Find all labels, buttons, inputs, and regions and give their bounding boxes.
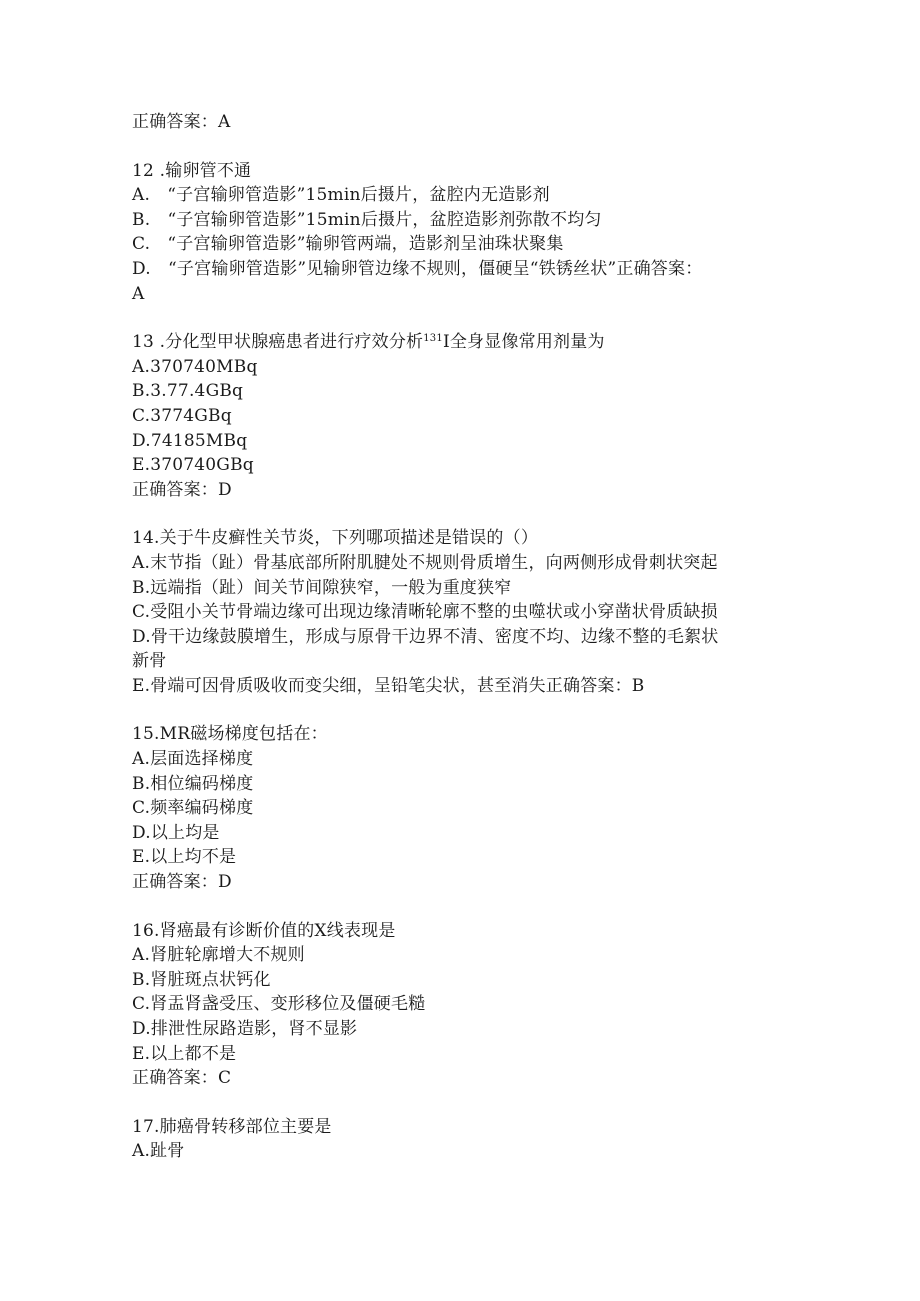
- document-page: [132, 110, 792, 1164]
- option-line: A.层面选择梯度: [132, 749, 254, 770]
- option-line: E.以上均不是: [132, 847, 237, 868]
- question-title-text: I全身显像常用剂量为: [442, 332, 605, 353]
- answer-line: 正确答案：C: [132, 1068, 232, 1089]
- answer-line: 正确答案：D: [132, 479, 232, 500]
- option-line: A.肾脏轮廓增大不规则: [132, 945, 305, 966]
- option-line: D.排泄性尿路造影，肾不显影: [132, 1019, 358, 1039]
- option-line: A.370740MBq: [132, 356, 258, 377]
- option-line: C.肾盂肾盏受压、变形移位及僵硬毛糙: [132, 994, 426, 1015]
- option-line: D.74185MBq: [132, 430, 248, 451]
- question-title-text: 13 .分化型甲状腺癌患者进行疗效分析: [132, 332, 424, 353]
- option-line: A.趾骨: [132, 1141, 185, 1162]
- option-line: A. “子宫输卵管造影”15min后摄片，盆腔内无造影剂: [132, 185, 550, 206]
- question-title: 14.关于牛皮癣性关节炎，下列哪项描述是错误的（）: [132, 528, 539, 549]
- question-title: 17.肺癌骨转移部位主要是: [132, 1116, 332, 1137]
- question-17: [132, 1115, 792, 1164]
- answer-line: 正确答案：D: [132, 872, 232, 893]
- option-line: E.骨端可因骨质吸收而变尖细，呈铅笔尖状，甚至消失正确答案：B: [132, 675, 645, 696]
- option-line: C.3774GBq: [132, 405, 232, 426]
- option-line: D.骨干边缘鼓膜增生，形成与原骨干边界不清、密度不均、边缘不整的毛絮状: [132, 626, 719, 647]
- option-line-continued: A: [132, 283, 145, 304]
- option-line: C.频率编码梯度: [132, 798, 254, 819]
- question-13: [132, 330, 792, 502]
- isotope-superscript: 131: [423, 333, 443, 345]
- question-title: 15.MR磁场梯度包括在：: [132, 724, 328, 745]
- option-line: B.远端指（趾）间关节间隙狭窄，一般为重度狭窄: [132, 577, 512, 598]
- option-line: B. “子宫输卵管造影”15min后摄片，盆腔造影剂弥散不均匀: [132, 209, 602, 230]
- option-line: C.受阻小关节骨端边缘可出现边缘清晰轮廓不整的虫噬状或小穿凿状骨质缺损: [132, 602, 718, 623]
- question-title: [132, 330, 792, 355]
- option-line: A.末节指（趾）骨基底部所附肌腱处不规则骨质增生，向两侧形成骨刺状突起: [132, 552, 718, 573]
- option-line: B.肾脏斑点状钙化: [132, 969, 271, 990]
- option-line: C. “子宫输卵管造影”输卵管两端，造影剂呈油珠状聚集: [132, 234, 564, 255]
- option-line: B.3.77.4GBq: [132, 381, 244, 402]
- option-line: B.相位编码梯度: [132, 773, 254, 794]
- question-14: [132, 526, 792, 698]
- option-line: D. “子宫输卵管造影”见输卵管边缘不规则，僵硬呈“铁锈丝状”正确答案：: [132, 258, 703, 279]
- option-line: E.370740GBq: [132, 455, 254, 476]
- question-16: [132, 919, 792, 1091]
- question-title: 12 .输卵管不通: [132, 160, 252, 181]
- option-line: D.以上均是: [132, 822, 220, 843]
- option-line: E.以上都不是: [132, 1043, 237, 1064]
- question-title: 16.肾癌最有诊断价值的X线表现是: [132, 920, 396, 941]
- question-12: [132, 159, 792, 307]
- option-line-continued: 新骨: [132, 651, 167, 672]
- answer-line: 正确答案：A: [132, 112, 231, 132]
- question-15: [132, 722, 792, 894]
